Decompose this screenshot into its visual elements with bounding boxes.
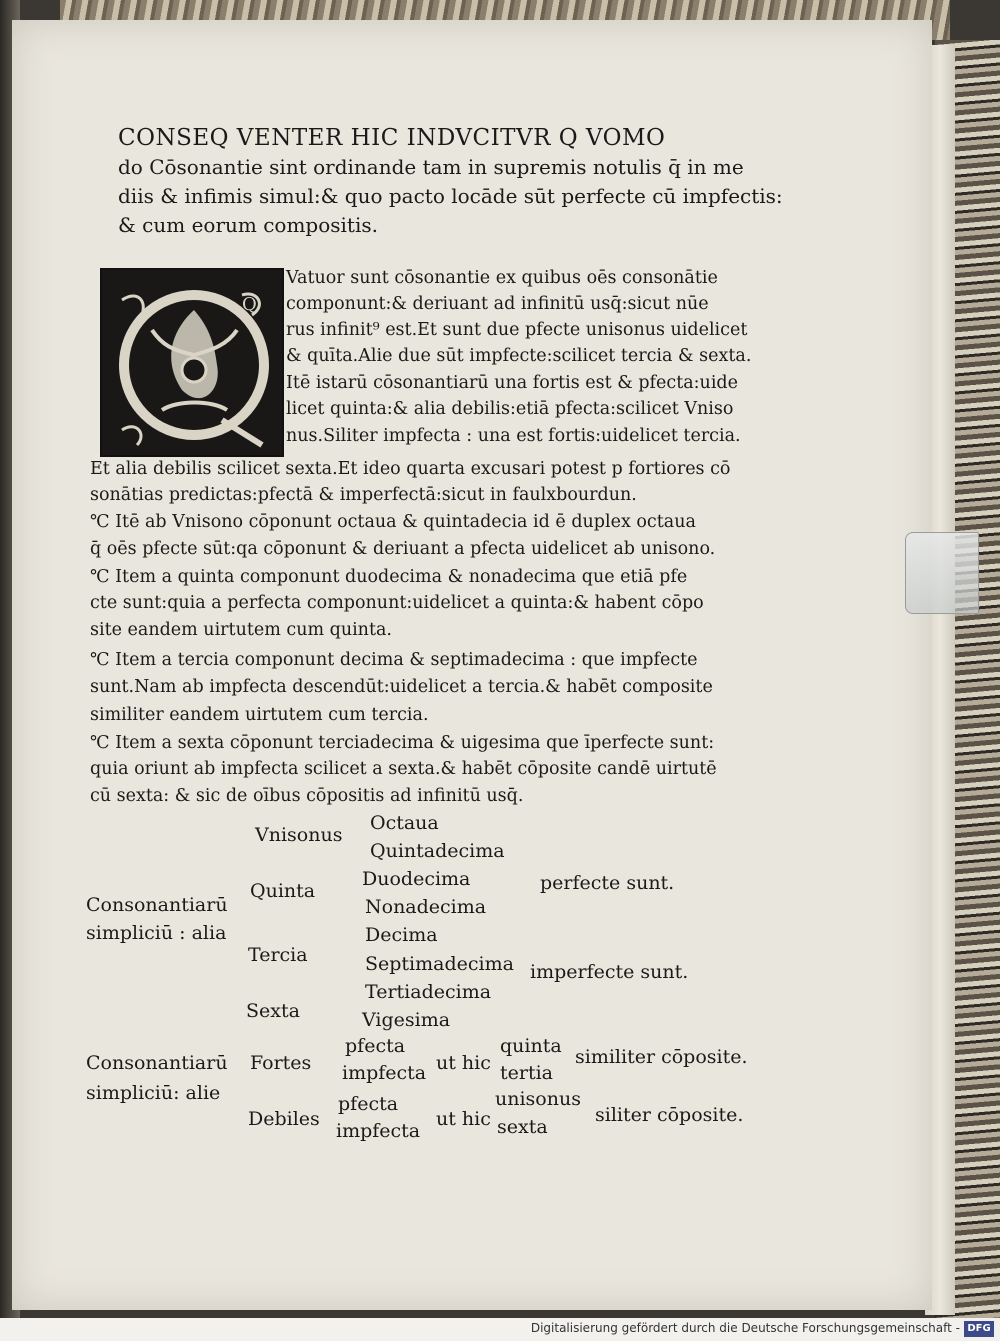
table-cell: Septimadecima [365, 953, 514, 975]
table-cell: Decima [365, 924, 438, 946]
table-cell: Tertiadecima [365, 981, 492, 1003]
table-cell: impfecta [336, 1120, 421, 1142]
text-line: componunt:& deriuant ad infinitū usq̄:sicut nūe [286, 294, 709, 314]
table-cell: Consonantiarū [86, 894, 228, 916]
text-line: q̄ oēs pfecte sūt:qa cōponunt & deriuant a pfecta uidelicet ab unisono. [90, 539, 716, 559]
table-cell: Quinta [250, 880, 316, 902]
text-line: Itē istarū cōsonantiarū una fortis est & pfecta:uide [286, 373, 738, 393]
heading-line-1: CONSEQ VENTER HIC INDVCITVR Q VOMO [118, 125, 666, 151]
heading-line-2: do Cōsonantie sint ordinande tam in supremis notulis q̄ in me [118, 155, 744, 179]
table-cell: Tercia [248, 944, 308, 966]
table-cell: Quintadecima [370, 840, 505, 862]
table-cell: similiter cōposite. [575, 1046, 748, 1068]
text-line: licet quinta:& alia debilis:etiā pfecta:scilicet Vniso [286, 399, 734, 419]
text-line: ℃ Itē ab Vnisono cōponunt octaua & quintadecia id ē duplex octaua [90, 512, 696, 532]
funding-credit: Digitalisierung gefördert durch die Deutsche Forschungsgemeinschaft - [530, 1321, 960, 1335]
text-line: sonātias predictas:pfectā & imperfectā:sicut in faulxbourdun. [90, 485, 637, 505]
svg-text:Q: Q [242, 294, 257, 315]
table-cell: simpliciū : alia [86, 922, 227, 944]
table-cell: tertia [500, 1062, 554, 1084]
table-cell: siliter cōposite. [595, 1104, 744, 1126]
text-line: rus infinit⁹ est.Et sunt due pfecte unisonus uidelicet [286, 320, 748, 340]
text-line: Et alia debilis scilicet sexta.Et ideo quarta excusari potest p fortiores cō [90, 459, 731, 479]
text-line: cte sunt:quia a perfecta componunt:uidelicet a quinta:& habent cōpo [90, 593, 704, 613]
footer-bar [0, 1318, 1000, 1341]
table-cell: Fortes [250, 1052, 312, 1074]
table-cell: pfecta [345, 1035, 406, 1057]
floral-initial-illustration [102, 270, 282, 455]
table-cell: Vnisonus [255, 824, 343, 846]
dfg-logo: DFG [964, 1321, 994, 1337]
table-cell: Nonadecima [365, 896, 487, 918]
table-cell: Duodecima [362, 868, 471, 890]
text-line: ℃ Item a sexta cōponunt terciadecima & uigesima que īperfecte sunt: [90, 733, 715, 753]
text-line: sunt.Nam ab impfecta descendūt:uidelicet a tercia.& habēt composite [90, 677, 713, 697]
table-cell: quinta [500, 1035, 562, 1057]
table-cell: Octaua [370, 812, 439, 834]
text-line: & quīta.Alie due sūt impfecte:scilicet tercia & sexta. [286, 346, 752, 366]
text-line: similiter eandem uirtutem cum tercia. [90, 705, 429, 725]
table-cell: ut hic [436, 1052, 491, 1074]
text-line: cū sexta: & sic de oībus cōpositis ad infinitū usq̄. [90, 786, 524, 806]
text-line: ℃ Item a tercia componunt decima & septimadecima : que impfecte [90, 650, 698, 670]
table-cell: impfecta [342, 1062, 427, 1084]
text-line: nus.Siliter impfecta : una est fortis:uidelicet tercia. [286, 426, 741, 446]
text-line: quia oriunt ab impfecta scilicet a sexta.& habēt cōposite candē uirtutē [90, 759, 717, 779]
table-cell: Consonantiarū [86, 1052, 228, 1074]
decorated-initial-q [100, 268, 284, 457]
heading-line-3: diis & infimis simul:& quo pacto locāde sūt perfecte cū impfectis: [118, 184, 783, 208]
table-cell: ut hic [436, 1108, 491, 1130]
text-line: Vatuor sunt cōsonantie ex quibus oēs consonātie [286, 268, 718, 288]
text-line: site eandem uirtutem cum quinta. [90, 620, 392, 640]
table-cell: unisonus [495, 1088, 581, 1110]
table-cell: simpliciū: alie [86, 1082, 221, 1104]
heading-line-4: & cum eorum compositis. [118, 213, 378, 237]
table-cell: imperfecte sunt. [530, 961, 689, 983]
page-clip [905, 532, 979, 614]
table-cell: sexta [497, 1116, 548, 1138]
table-cell: pfecta [338, 1093, 399, 1115]
table-cell: perfecte sunt. [540, 872, 675, 894]
text-line: ℃ Item a quinta componunt duodecima & nonadecima que etiā pfe [90, 567, 688, 587]
table-cell: Debiles [248, 1108, 320, 1130]
table-cell: Sexta [246, 1000, 300, 1022]
table-cell: Vigesima [362, 1009, 451, 1031]
